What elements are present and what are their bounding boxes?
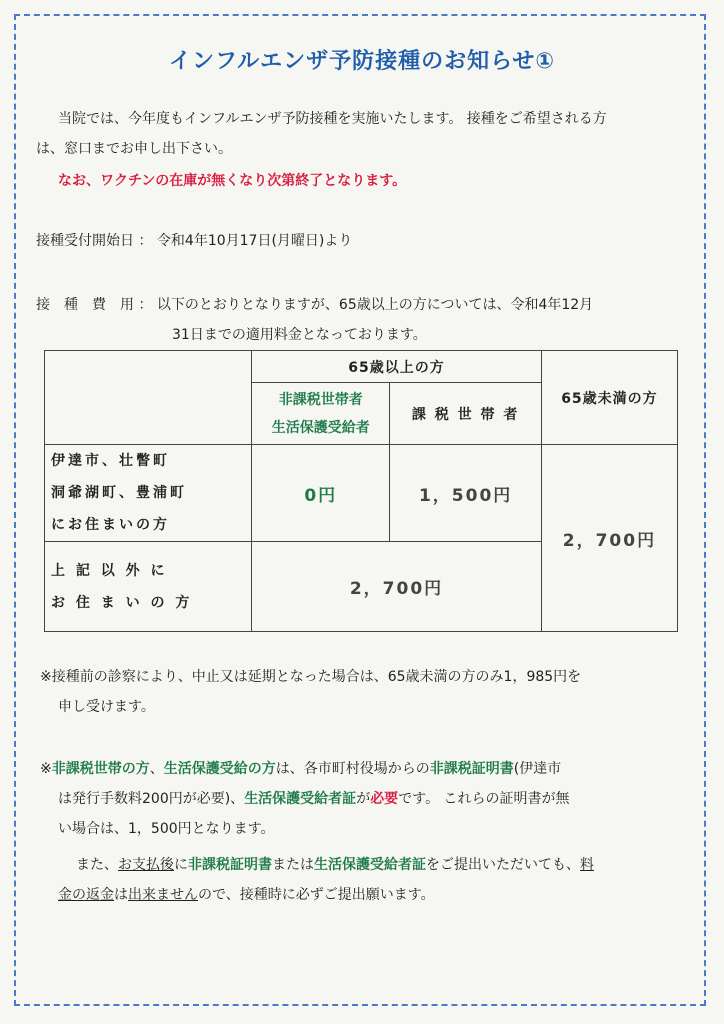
row-other-line-1: 上 記 以 外 に (51, 562, 168, 579)
start-date-row (36, 226, 352, 256)
note2-welfare-cert: 生活保護受給者証 (244, 791, 357, 807)
start-date-label: 接種受付開始日 ： (36, 233, 153, 249)
stock-warning: なお、ワクチンの在庫が無くなり次第終了となります。 (58, 173, 407, 189)
note2-not-possible: 出来ません (128, 887, 198, 903)
cell-other-over65-fee: 2，700円 (252, 542, 542, 632)
cell-under65-fee: 2，700円 (541, 445, 677, 632)
header-over65: 65歳以上の方 (252, 351, 542, 383)
note2-welfare-cert-2: 生活保護受給者証 (314, 857, 426, 873)
note2-ni: に (174, 857, 188, 873)
note2-refund: 金の返金 (58, 887, 114, 903)
header-exempt (252, 383, 390, 445)
header-taxed: 課 税 世 帯 者 (390, 383, 541, 445)
note2-line-1 (40, 754, 561, 784)
header-under65: 65歳未満の方 (541, 351, 677, 445)
note2-comma: 、 (149, 761, 164, 777)
note2-exempt-cert-2: 非課税証明書 (188, 857, 272, 873)
note2-text-d: は、各市町村役場からの (275, 761, 430, 777)
note2-closing: ので、接種時に必ずご提出願います。 (198, 887, 435, 903)
intro-line-1: 当院では、今年度もインフルエンザ予防接種を実施いたします。 接種をご希望される方 (58, 111, 607, 127)
note2-line-2 (58, 784, 570, 814)
header-exempt-line-2: 生活保護受給者 (271, 419, 370, 436)
row-local-line-3: にお住まいの方 (51, 517, 170, 533)
note2-or: または (272, 857, 314, 873)
note2-submit-text: をご提出いただいても、 (426, 857, 580, 873)
row-local-header (45, 445, 252, 542)
fee-label: 接 種 費 用 ： (36, 297, 153, 313)
note2-ga: が (356, 791, 371, 807)
row-local-line-1: 伊達市、壮瞥町 (51, 453, 170, 469)
row-other-header (45, 542, 252, 632)
note2-fee-text: は発行手数料200円が必要)、 (58, 791, 245, 807)
fee-row (36, 290, 593, 320)
row-other-line-2: お 住 ま い の 方 (51, 594, 193, 611)
note2-line-3: い場合は、1，500円となります。 (58, 821, 275, 837)
note2-mark: ※ (40, 761, 52, 777)
header-exempt-line-1: 非課税世帯者 (278, 391, 363, 408)
page-title: インフルエンザ予防接種のお知らせ① (168, 49, 556, 74)
start-date-value: 令和4年10月17日(月曜日)より (156, 233, 353, 249)
note2-line-5 (58, 880, 435, 910)
note2-after-payment: お支払後 (118, 857, 174, 873)
cell-exempt-fee: 0円 (252, 445, 390, 542)
table-corner (45, 351, 252, 445)
fee-text-1: 以下のとおりとなりますが、65歳以上の方については、令和4年12月 (156, 297, 594, 313)
fee-text-2: 31日までの適用料金となっております。 (172, 327, 427, 343)
note2-text-f: (伊達市 (513, 761, 562, 777)
note1-line-2: 申し受けます。 (58, 699, 155, 715)
note2-required: 必要 (370, 791, 399, 807)
note2-ryo: 料 (580, 857, 594, 873)
cell-taxed-fee: 1，500円 (390, 445, 541, 542)
row-local-line-2: 洞爺湖町、豊浦町 (51, 485, 187, 501)
note2-text-e: です。 これらの証明書が無 (398, 791, 570, 807)
intro-line-2: は、窓口までお申し出下さい。 (36, 141, 232, 157)
note2-exempt-cert: 非課税証明書 (429, 761, 514, 777)
note2-line-4 (76, 850, 594, 880)
note2-welfare-recipient: 生活保護受給の方 (163, 761, 276, 777)
note2-also: また、 (76, 857, 118, 873)
note2-exempt-household: 非課税世帯の方 (51, 761, 150, 777)
note2-wa: は (114, 887, 128, 903)
note1-line-1: ※接種前の診察により、中止又は延期となった場合は、65歳未満の方のみ1，985円を (40, 669, 582, 685)
fee-table (44, 350, 678, 632)
